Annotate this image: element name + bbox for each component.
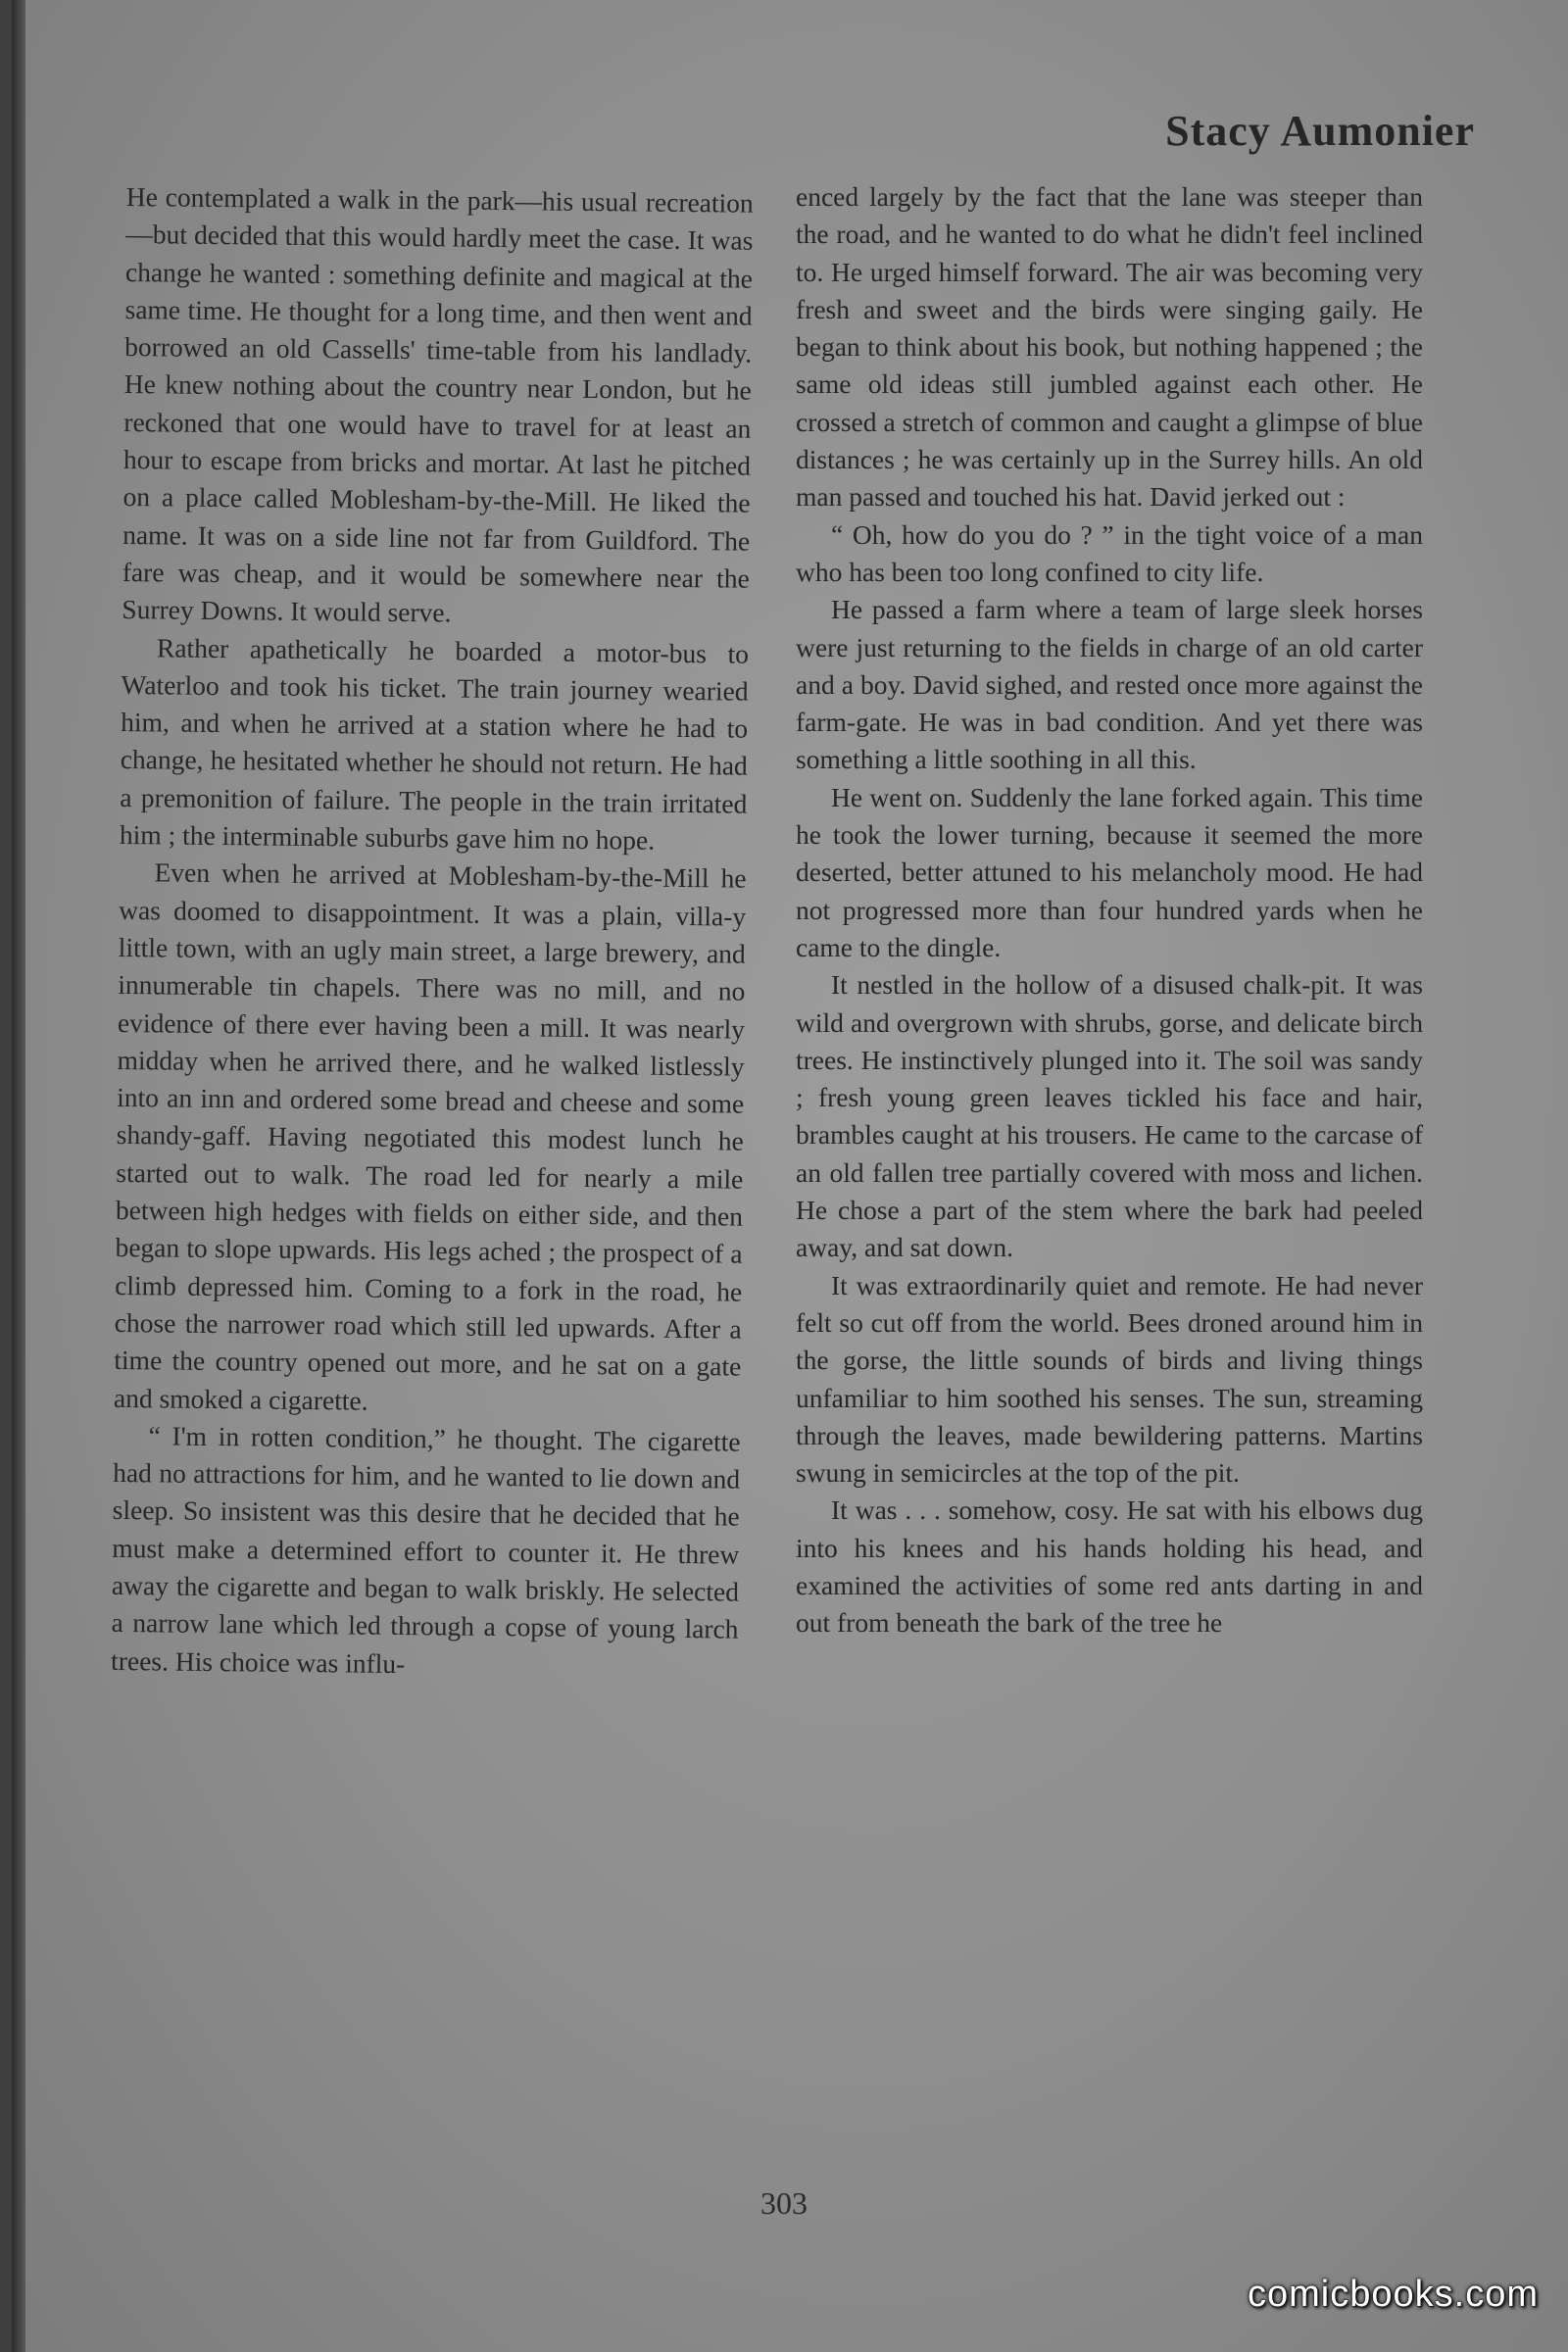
paragraph: Rather apathetically he boarded a motor-bus to Waterloo and took his ticket. The train journey wearied him, and when he arrived at a station where he had to change, he hesitated whether he should not return. He had a premonition of failure. The people in the train irritated him ; the interminable suburbs gave him no hope. xyxy=(119,631,750,856)
page-number: 303 xyxy=(760,2185,808,2221)
left-column xyxy=(111,178,754,1686)
paragraph: Even when he arrived at Moblesham-by-the-Mill he was doomed to disappointment. It was a plain, villa-y little town, with an ugly main street, a large brewery, and innumerable tin chapels. There was no mill, and no evidence of there ever having been a mill. It was nearly midday when he arrived there, and he walked listlessly into an inn and ordered some bread and cheese and some shandy-gaff. Having negotiated this modest lunch he started out to walk. The road led for nearly a mile between high hedges with fields on either side, and then began to slope upwards. His legs ached ; the prospect of a climb depressed him. Coming to a fork in the road, he chose the narrower road which still led upwards. After a time the country opened out more, and he sat on a gate and smoked a cigarette. xyxy=(113,857,747,1416)
running-head: Stacy Aumonier xyxy=(1165,107,1475,155)
watermark-logo: comicbooks.com xyxy=(1248,2274,1539,2315)
paragraph: enced largely by the fact that the lane was steeper than the road, and he wanted to do what he didn't feel inclined to. He urged himself forward. The air was becoming very fresh and sweet and the birds were singing gaily. He began to think about his book, but nothing happened ; the same old ideas still jumbled against each other. He crossed a stretch of common and caught a glimpse of blue distances ; he was certainly up in the Surrey hills. An old man passed and touched his hat. David jerked out : xyxy=(796,181,1423,513)
paragraph: He passed a farm where a team of large sleek horses were just returning to the fields in charge of an old carter and a boy. David sighed, and rested once more against the farm-gate. He was in bad condition. And yet there was something a little soothing in all this. xyxy=(796,594,1423,775)
page-spine xyxy=(12,0,25,2352)
paragraph: It was . . . somehow, cosy. He sat with his elbows dug into his knees and his hands holding his head, and examined the activities of some red ants darting in and out from beneath the bark of the tree he xyxy=(796,1494,1423,1639)
right-column xyxy=(796,178,1423,1642)
paragraph: It nestled in the hollow of a disused chalk-pit. It was wild and overgrown with shrubs, gorse, and delicate birch trees. He instinctively plunged into it. The soil was sandy ; fresh young green leaves tickled his face and hair, brambles caught at his trousers. He came to the carcase of an old fallen tree partially covered with moss and lichen. He chose a part of the stem where the bark had peeled away, and sat down. xyxy=(796,969,1423,1263)
book-page xyxy=(12,0,1568,2352)
paragraph: He contemplated a walk in the park—his usual recreation—but decided that this would hardly meet the case. It was change he wanted : something definite and magical at the same time. He thought for a long time, and then went and borrowed an old Cassells' time-table from his landlady. He knew nothing about the country near London, but he reckoned that one would have to travel for at least an hour to escape from bricks and mortar. At last he pitched on a place called Moblesham-by-the-Mill. He liked the name. It was on a side line not far from Guildford. The fare was cheap, and it would be somewhere near the Surrey Downs. It would serve. xyxy=(122,180,754,628)
paragraph: He went on. Suddenly the lane forked again. This time he took the lower turning, because it seemed the more deserted, better attuned to his melancholy mood. He had not progressed more than four hundred yards when he came to the dingle. xyxy=(796,781,1423,962)
paragraph: It was extraordinarily quiet and remote. He had never felt so cut off from the world. Bees droned around him in the gorse, the little sounds of birds and living things unfamiliar to him soothed his senses. The sun, streaming through the leaves, made bewildering patterns. Martins swung in semicircles at the top of the pit. xyxy=(796,1269,1423,1489)
paragraph: “ I'm in rotten condition,” he thought. The cigarette had no attractions for him, and he wanted to lie down and sleep. So insistent was this desire that he decided that he must make a determined effort to counter it. He threw away the cigarette and began to walk briskly. He selected a narrow lane which led through a copse of young larch trees. His choice was influ- xyxy=(111,1420,741,1679)
paragraph: “ Oh, how do you do ? ” in the tight voice of a man who has been too long confined to city life. xyxy=(796,518,1423,587)
